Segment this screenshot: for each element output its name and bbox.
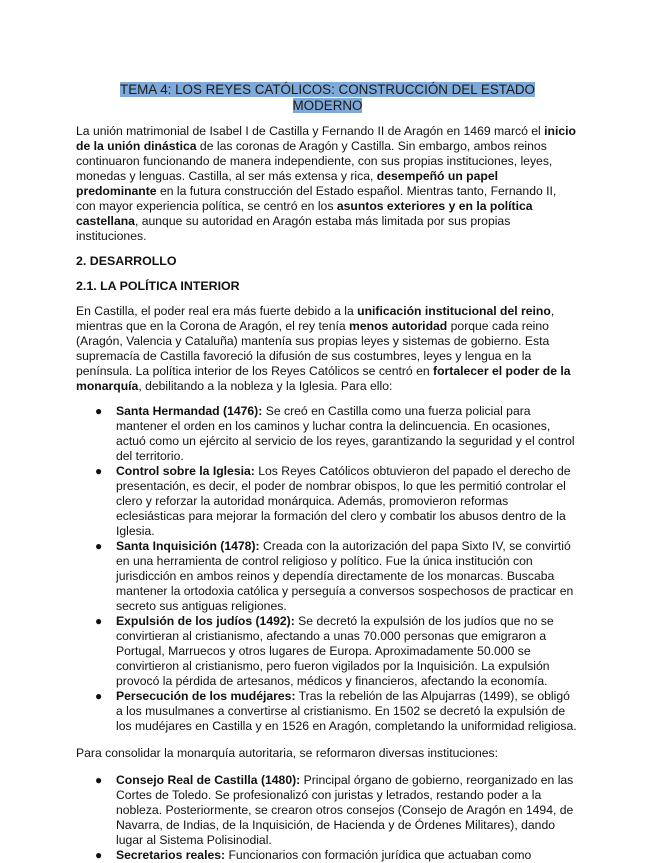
list-item-term: Persecución de los mudéjares: [116, 689, 296, 703]
measures-list [76, 404, 579, 734]
title-line-2: MODERNO [292, 98, 363, 113]
list-item-term: Santa Hermandad (1476): [116, 404, 263, 418]
text-run: porque cada reino (Aragón, Valencia y Cataluña) mantenía sus propias leyes y sistemas de gobierno. Esta supremacía de Castilla favoreció la difusión de sus costumbres, leyes y lengua en la península. La política interior de los Reyes Católicos se centró en [76, 319, 550, 378]
list-item-text: Creada con la autorización del papa Sixto IV, se convirtió en una herramienta de control religioso y político. Fue la única institución con jurisdicción en ambos reinos y dependía directamente de los monarcas. Buscaba mantener la ortodoxia católica y perseguía a conversos sospechosos de practicar en secreto sus antiguas religiones. [116, 539, 574, 613]
list-item [76, 404, 579, 464]
politica-interior-paragraph [76, 304, 579, 394]
bullet-icon: ● [95, 848, 103, 862]
bold-text-run: unificación institucional del reino [357, 304, 551, 318]
text-run: en la futura construcción del Estado español. Mientras tanto, Fernando II, con mayor experiencia política, se centró en los [76, 184, 557, 213]
institutions-intro-paragraph: Para consolidar la monarquía autoritaria, se reformaron diversas instituciones: [76, 746, 499, 760]
bold-text-run: desempeñó un papel predominante [76, 169, 498, 198]
bullet-icon: ● [95, 773, 103, 787]
title-line-1: TEMA 4: LOS REYES CATÓLICOS: CONSTRUCCIÓN DEL ESTADO [120, 82, 535, 97]
bullet-icon: ● [95, 614, 103, 628]
bold-text-run: inicio de la unión dinástica [76, 124, 576, 153]
document-title [76, 82, 579, 114]
list-item [76, 848, 579, 863]
text-run: En Castilla, el poder real era más fuerte debido a la [76, 304, 358, 318]
list-item-term: Consejo Real de Castilla (1480): [116, 773, 301, 787]
list-item [76, 464, 579, 539]
bullet-icon: ● [95, 539, 103, 553]
list-item-text: Tras la rebelión de las Alpujarras (1499), se obligó a los musulmanes a convertirse al cristianismo. En 1502 se decretó la expulsión de los mudéjares en Castilla y en 1526 en Aragón, completando la uniformidad religiosa. [116, 689, 577, 733]
text-run: de las coronas de Aragón y Castilla. Sin embargo, ambos reinos continuaron funcionando de manera independiente, con sus propias instituciones, leyes, monedas y lenguas. Castilla, al ser más extensa y rica, [76, 139, 553, 183]
text-run: , debilitando a la nobleza y la Iglesia. Para ello: [138, 379, 393, 393]
bullet-icon: ● [95, 689, 103, 703]
text-run: La unión matrimonial de Isabel I de Castilla y Fernando II de Aragón en 1469 marcó el [76, 124, 545, 138]
list-item-text: Principal órgano de gobierno, reorganizado en las Cortes de Toledo. Se profesionalizó con juristas y letrados, restando poder a la nobleza. Posteriormente, se crearon otros consejos (Consejo de Aragón en 1494, de Navarra, de Indias, de la Inquisición, de Hacienda y de Órdenes Militares), dando lugar al Sistema Polisinodial. [116, 773, 574, 847]
bold-text-run: asuntos exteriores y en la política castellana [76, 199, 533, 228]
list-item [76, 539, 579, 614]
list-item-term: Expulsión de los judíos (1492): [116, 614, 295, 628]
text-run: , aunque su autoridad en Aragón estaba más limitada por sus propias instituciones. [76, 214, 511, 243]
bullet-icon: ● [95, 464, 103, 478]
list-item-term: Santa Inquisición (1478): [116, 539, 260, 553]
list-item-text: Se decretó la expulsión de los judíos que no se convirtieran al cristianismo, afectando a unas 70.000 personas que emigraron a Portugal, Marruecos y otros lugares de Europa. Aproximadamente 50.000 se convirtieron al cristianismo, pero fueron vigilados por la Inquisición. La expulsión provocó la pérdida de artesanos, médicos y financieros, afectando la economía. [116, 614, 554, 688]
list-item [76, 773, 579, 848]
list-item-text: Los Reyes Católicos obtuvieron del papado el derecho de presentación, es decir, el poder de nombrar obispos, lo que les permitió controlar el clero y reforzar la autoridad monárquica. Además, promovieron reformas eclesiásticas para mejorar la formación del clero y combatir los abusos dentro de la Iglesia. [116, 464, 571, 538]
bold-text-run: menos autoridad [349, 319, 448, 333]
bullet-icon: ● [95, 404, 103, 418]
list-item [76, 689, 579, 734]
intro-paragraph [76, 124, 579, 244]
section-heading-desarrollo: 2. DESARROLLO [76, 254, 177, 268]
list-item-text: Funcionarios con formación jurídica que actuaban como [225, 848, 532, 862]
institutions-list [76, 773, 579, 863]
list-item [76, 614, 579, 689]
section-heading-politica-interior: 2.1. LA POLÍTICA INTERIOR [76, 279, 240, 293]
list-item-term: Secretarios reales: [116, 848, 226, 862]
bold-text-run: fortalecer el poder de la monarquía [76, 364, 571, 393]
list-item-term: Control sobre la Iglesia: [116, 464, 255, 478]
text-run: , mientras que en la Corona de Aragón, el rey tenía [76, 304, 555, 333]
list-item-text: Se creó en Castilla como una fuerza policial para mantener el orden en los caminos y luchar contra la delincuencia. En ocasiones, actuó como un ejército al servicio de los reyes, garantizando la seguridad y el control del territorio. [116, 404, 575, 463]
